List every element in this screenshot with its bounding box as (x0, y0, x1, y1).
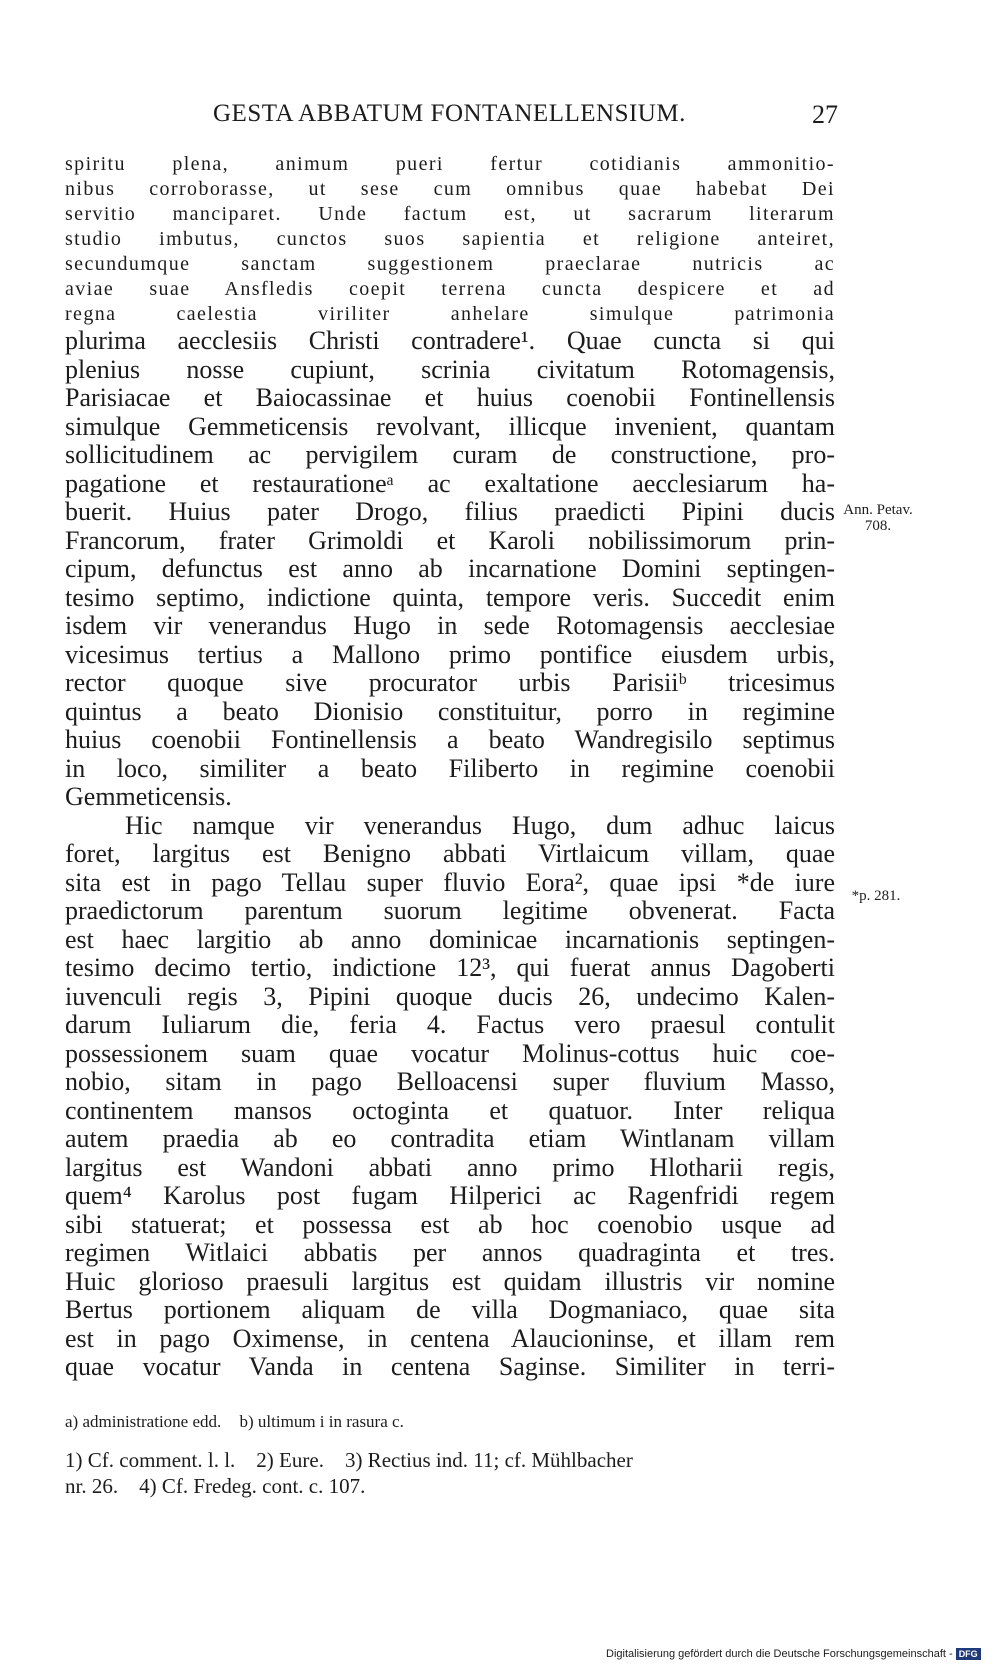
text-line: iuvenculi regis 3, Pipini quoque ducis 26, undecimo Kalen- (65, 981, 835, 1011)
text-line: plenius nosse cupiunt, scrinia civitatum Rotomagensis, (65, 354, 835, 384)
text-line: isdem vir venerandus Hugo in sede Rotomagensis aecclesiae (65, 611, 835, 640)
text-line: Gemmeticensis. (65, 782, 232, 811)
text-line: tesimo septimo, indictione quinta, tempore veris. Succedit enim (65, 582, 835, 612)
text-line: Francorum, frater Grimoldi et Karoli nobilissimorum prin- (65, 525, 835, 555)
dfg-logo: DFG (956, 1648, 981, 1660)
margin-note-ann-petav: Ann. Petav. (843, 502, 913, 518)
text-line: Hic namque vir venerandus Hugo, dum adhuc laicus (125, 810, 835, 840)
text-line: nobio, sitam in pago Belloacensi super fluvium Masso, (65, 1067, 835, 1096)
text-line: sibi statuerat; et possessa est ab hoc coenobio usque ad (65, 1209, 835, 1239)
text-line: praedictorum parentum suorum legitime obvenerat. Facta (65, 896, 835, 925)
footnote-line: 1) Cf. comment. l. l. 2) Eure. 3) Rectius ind. 11; cf. Mühlbacher (65, 1448, 633, 1472)
text-line: simulque Gemmeticensis revolvant, illicque invenient, quantam (65, 411, 835, 441)
text-line: secundumque sanctam suggestionem praeclarae nutricis ac (65, 253, 835, 275)
text-line: Bertus portionem aliquam de villa Dogmaniaco, quae sita (65, 1295, 835, 1324)
text-line: huius coenobii Fontinellensis a beato Wandregisilo septimus (65, 725, 835, 754)
text-line: tesimo decimo tertio, indictione 12³, qui fuerat annus Dagoberti (65, 953, 835, 982)
footnote-b: b) ultimum i in rasura c. (239, 1412, 404, 1431)
text-line: buerit. Huius pater Drogo, filius praedicti Pipini ducis (65, 497, 835, 526)
text-line: quem⁴ Karolus post fugam Hilperici ac Ragenfridi regem (65, 1181, 835, 1210)
text-line: rector quoque sive procurator urbis Parisiiᵇ tricesimus (65, 668, 835, 697)
text-line: cipum, defunctus est anno ab incarnatione Domini septingen- (65, 554, 835, 583)
text-line: aviae suae Ansfledis coepit terrena cuncta despicere et ad (65, 278, 835, 300)
text-line: est haec largitio ab anno dominicae incarnationis septingen- (65, 924, 835, 954)
footnote-line: nr. 26. 4) Cf. Fredeg. cont. c. 107. (65, 1474, 366, 1498)
text-line: largitus est Wandoni abbati anno primo Hlotharii regis, (65, 1152, 835, 1182)
margin-note-ann-petav-year: 708. (864, 518, 892, 534)
text-line: darum Iuliarum die, feria 4. Factus vero praesul contulit (65, 1010, 835, 1039)
text-line: est in pago Oximense, in centena Alaucioninse, et illam rem (65, 1323, 835, 1353)
main-text (65, 152, 835, 1382)
text-line: plurima aecclesiis Christi contradere¹. Quae cuncta si qui (65, 326, 835, 355)
critical-apparatus (65, 1412, 418, 1432)
footnote-a: a) administratione edd. (65, 1412, 222, 1431)
text-line: regna caelestia viriliter anhelare simulque patrimonia (65, 303, 835, 325)
text-line: foret, largitus est Benigno abbati Virtlaicum villam, quae (65, 839, 835, 868)
text-line: studio imbutus, cunctos suos sapientia et religione anteiret, (65, 228, 835, 250)
text-line: sita est in pago Tellau super fluvio Eora², quae ipsi *de iure (65, 867, 835, 897)
text-line: servitio manciparet. Unde factum est, ut sacrarum literarum (65, 203, 835, 225)
text-line: spiritu plena, animum pueri fertur cotidianis ammonitio- (65, 153, 835, 175)
text-line: nibus corroborasse, ut sese cum omnibus quae habebat Dei (65, 178, 835, 200)
text-line: quae vocatur Vanda in centena Saginse. Similiter in terri- (65, 1352, 835, 1381)
text-line: quintus a beato Dionisio constituitur, porro in regimine (65, 696, 835, 726)
text-line: continentem mansos octoginta et quatuor. Inter reliqua (65, 1095, 835, 1125)
page-number: 27 (812, 100, 838, 129)
credit-text: Digitalisierung gefördert durch die Deutsche Forschungsgemeinschaft - (606, 1648, 953, 1660)
text-line: in loco, similiter a beato Filiberto in regimine coenobii (65, 753, 835, 783)
text-line: possessionem suam quae vocatur Molinus-cottus huic coe- (65, 1038, 835, 1068)
running-header: GESTA ABBATUM FONTANELLENSIUM. (213, 100, 686, 127)
numbered-footnotes (65, 1447, 835, 1499)
text-line: regimen Witlaici abbatis per annos quadraginta et tres. (65, 1238, 835, 1267)
margin-note-page-ref: *p. 281. (851, 888, 901, 904)
text-line: pagatione et restaurationeᵃ ac exaltatione aecclesiarum ha- (65, 468, 835, 498)
text-line: autem praedia ab eo contradita etiam Wintlanam villam (65, 1124, 835, 1153)
text-line: Huic glorioso praesuli largitus est quidam illustris vir nomine (65, 1266, 835, 1296)
text-line: vicesimus tertius a Mallono primo pontifice eiusdem urbis, (65, 639, 835, 669)
text-line: sollicitudinem ac pervigilem curam de constructione, pro- (65, 440, 835, 469)
digitization-credit (606, 1648, 981, 1660)
text-line: Parisiacae et Baiocassinae et huius coenobii Fontinellensis (65, 383, 835, 412)
